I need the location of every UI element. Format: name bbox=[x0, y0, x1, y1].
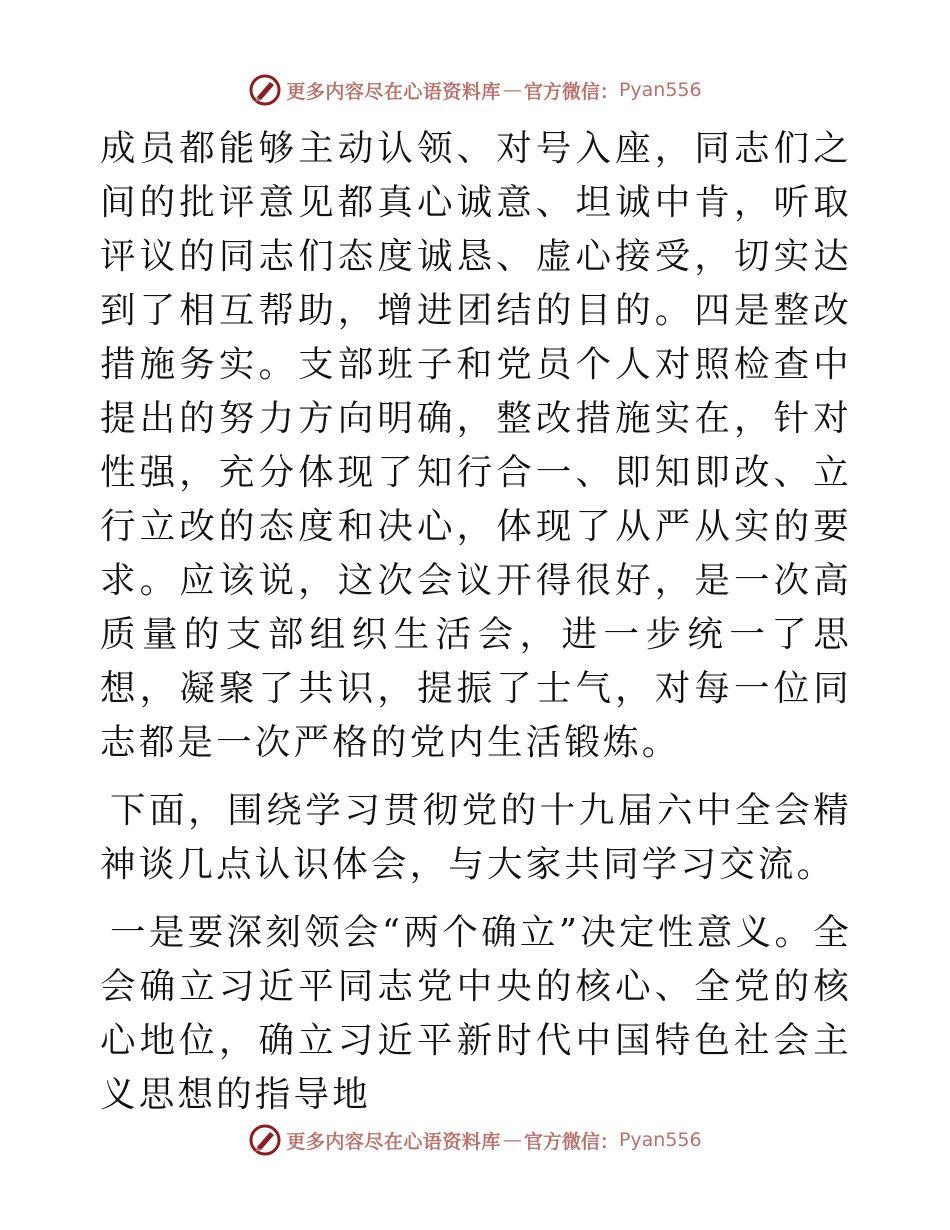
header-banner-separator: — bbox=[502, 79, 522, 101]
body-paragraph-2: 下面，围绕学习贯彻党的十九届六中全会精神谈几点认识体会，与大家共同学习交流。 bbox=[100, 790, 852, 885]
header-banner-wechat-label: 官方微信： bbox=[523, 80, 619, 103]
header-banner-text: 更多内容尽在心语资料库 bbox=[286, 80, 501, 103]
header-banner-wechat-id: Pyan556 bbox=[618, 79, 702, 101]
footer-banner-separator: — bbox=[502, 1129, 522, 1151]
page-header-banner bbox=[0, 70, 950, 110]
page-footer-banner bbox=[0, 1120, 950, 1160]
body-paragraph-3: 一是要深刻领会“两个确立”决定性意义。全会确立习近平同志党中央的核心、全党的核心地位，确立习近平新时代中国特色社会主义思想的指导地 bbox=[100, 912, 852, 1115]
pen-nib-logo-icon bbox=[248, 1123, 282, 1157]
footer-banner-wechat-id: Pyan556 bbox=[618, 1129, 702, 1151]
footer-banner-wechat-label: 官方微信： bbox=[523, 1130, 619, 1153]
body-paragraph-1: 成员都能够主动认领、对号入座，同志们之间的批评意见都真心诚意、坦诚中肯，听取评议的同志们态度诚恳、虚心接受，切实达到了相互帮助，增进团结的目的。四是整改措施务实。支部班子和党员个人对照检查中提出的努力方向明确，整改措施实在，针对性强，充分体现了知行合一、即知即改、立行立改的态度和决心，体现了从严从实的要求。应该说，这次会议开得很好，是一次高质量的支部组织生活会，进一步统一了思想，凝聚了共识，提振了士气，对每一位同志都是一次严格的党内生活锻炼。 bbox=[100, 128, 852, 763]
document-body bbox=[100, 122, 852, 1122]
footer-banner-text: 更多内容尽在心语资料库 bbox=[286, 1130, 501, 1153]
pen-nib-logo-icon bbox=[248, 73, 282, 107]
